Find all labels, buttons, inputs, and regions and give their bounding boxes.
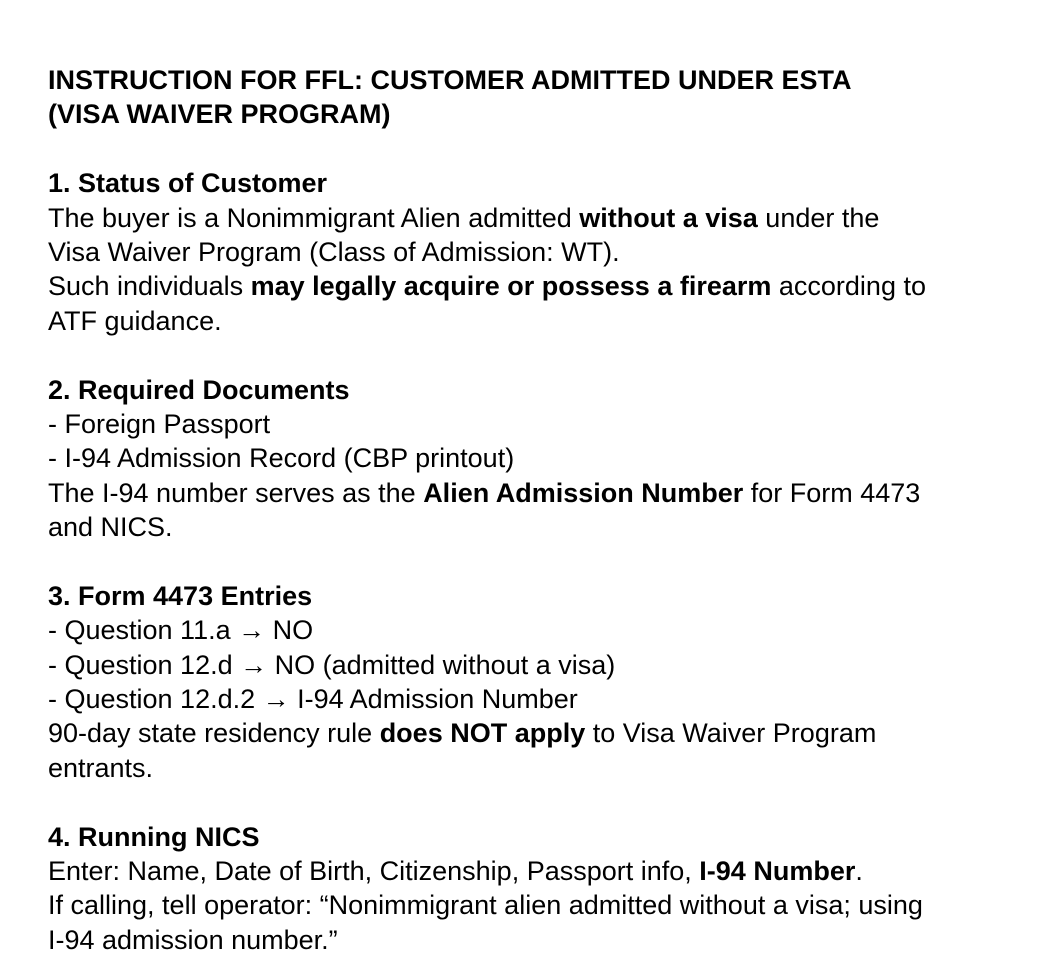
blank-line bbox=[48, 544, 926, 578]
text-line bbox=[48, 613, 926, 647]
text: entrants. bbox=[48, 752, 154, 783]
section-status bbox=[48, 166, 926, 338]
blank-line bbox=[48, 132, 926, 166]
bold-text: (VISA WAIVER PROGRAM) bbox=[48, 99, 391, 130]
text-line bbox=[48, 235, 926, 269]
text: - I-94 Admission Record (CBP printout) bbox=[48, 443, 515, 474]
text-line bbox=[48, 923, 926, 957]
section-running-nics bbox=[48, 820, 926, 958]
text-line bbox=[48, 201, 926, 235]
text-line bbox=[48, 510, 926, 544]
bold-text: 2. Required Documents bbox=[48, 374, 350, 405]
text: The I-94 number serves as the bbox=[48, 477, 424, 508]
text: according to bbox=[771, 271, 926, 302]
text: I-94 admission number.” bbox=[48, 924, 338, 955]
text: - Question 12.d → NO (admitted without a visa) bbox=[48, 649, 616, 680]
text: If calling, tell operator: “Nonimmigrant alien admitted without a visa; using bbox=[48, 890, 923, 921]
bold-text: may legally acquire or possess a firearm bbox=[250, 271, 772, 302]
text: - Question 12.d.2 → I-94 Admission Number bbox=[48, 684, 578, 715]
text: for Form 4473 bbox=[743, 477, 921, 508]
text-line bbox=[48, 648, 926, 682]
text-line bbox=[48, 269, 926, 303]
text: The buyer is a Nonimmigrant Alien admitted bbox=[48, 202, 580, 233]
text: . bbox=[855, 855, 863, 886]
text-line bbox=[48, 63, 926, 97]
text-line bbox=[48, 854, 926, 888]
text-line bbox=[48, 97, 926, 131]
text-line bbox=[48, 441, 926, 475]
section-form-4473 bbox=[48, 579, 926, 785]
bold-text: 1. Status of Customer bbox=[48, 168, 328, 199]
text-line bbox=[48, 476, 926, 510]
bold-text: 3. Form 4473 Entries bbox=[48, 580, 313, 611]
section-heading bbox=[48, 373, 926, 407]
bold-text: does NOT apply bbox=[379, 718, 586, 749]
section-heading bbox=[48, 166, 926, 200]
text-line bbox=[48, 304, 926, 338]
text-line bbox=[48, 407, 926, 441]
blank-line bbox=[48, 785, 926, 819]
bold-text: 4. Running NICS bbox=[48, 821, 260, 852]
text: - Foreign Passport bbox=[48, 408, 271, 439]
document-body bbox=[48, 63, 926, 957]
text: ATF guidance. bbox=[48, 305, 222, 336]
bold-text: Alien Admission Number bbox=[423, 477, 744, 508]
text: Such individuals bbox=[48, 271, 251, 302]
text-line bbox=[48, 888, 926, 922]
section-heading bbox=[48, 820, 926, 854]
text-line bbox=[48, 682, 926, 716]
bold-text: INSTRUCTION FOR FFL: CUSTOMER ADMITTED UNDER ESTA bbox=[48, 65, 852, 95]
text-line bbox=[48, 751, 926, 785]
bold-text: without a visa bbox=[579, 202, 758, 233]
text: Visa Waiver Program (Class of Admission: WT). bbox=[48, 236, 620, 267]
text: and NICS. bbox=[48, 512, 173, 543]
text: - Question 11.a → NO bbox=[48, 615, 314, 646]
text: to Visa Waiver Program bbox=[585, 718, 877, 749]
section-heading bbox=[48, 579, 926, 613]
text-line bbox=[48, 716, 926, 750]
bold-text: I-94 Number bbox=[699, 855, 856, 886]
text: 90-day state residency rule bbox=[48, 718, 380, 749]
blank-line bbox=[48, 338, 926, 372]
document-title bbox=[48, 63, 926, 132]
text: Enter: Name, Date of Birth, Citizenship, Passport info, bbox=[48, 855, 700, 886]
section-required-documents bbox=[48, 373, 926, 545]
text: under the bbox=[757, 202, 880, 233]
